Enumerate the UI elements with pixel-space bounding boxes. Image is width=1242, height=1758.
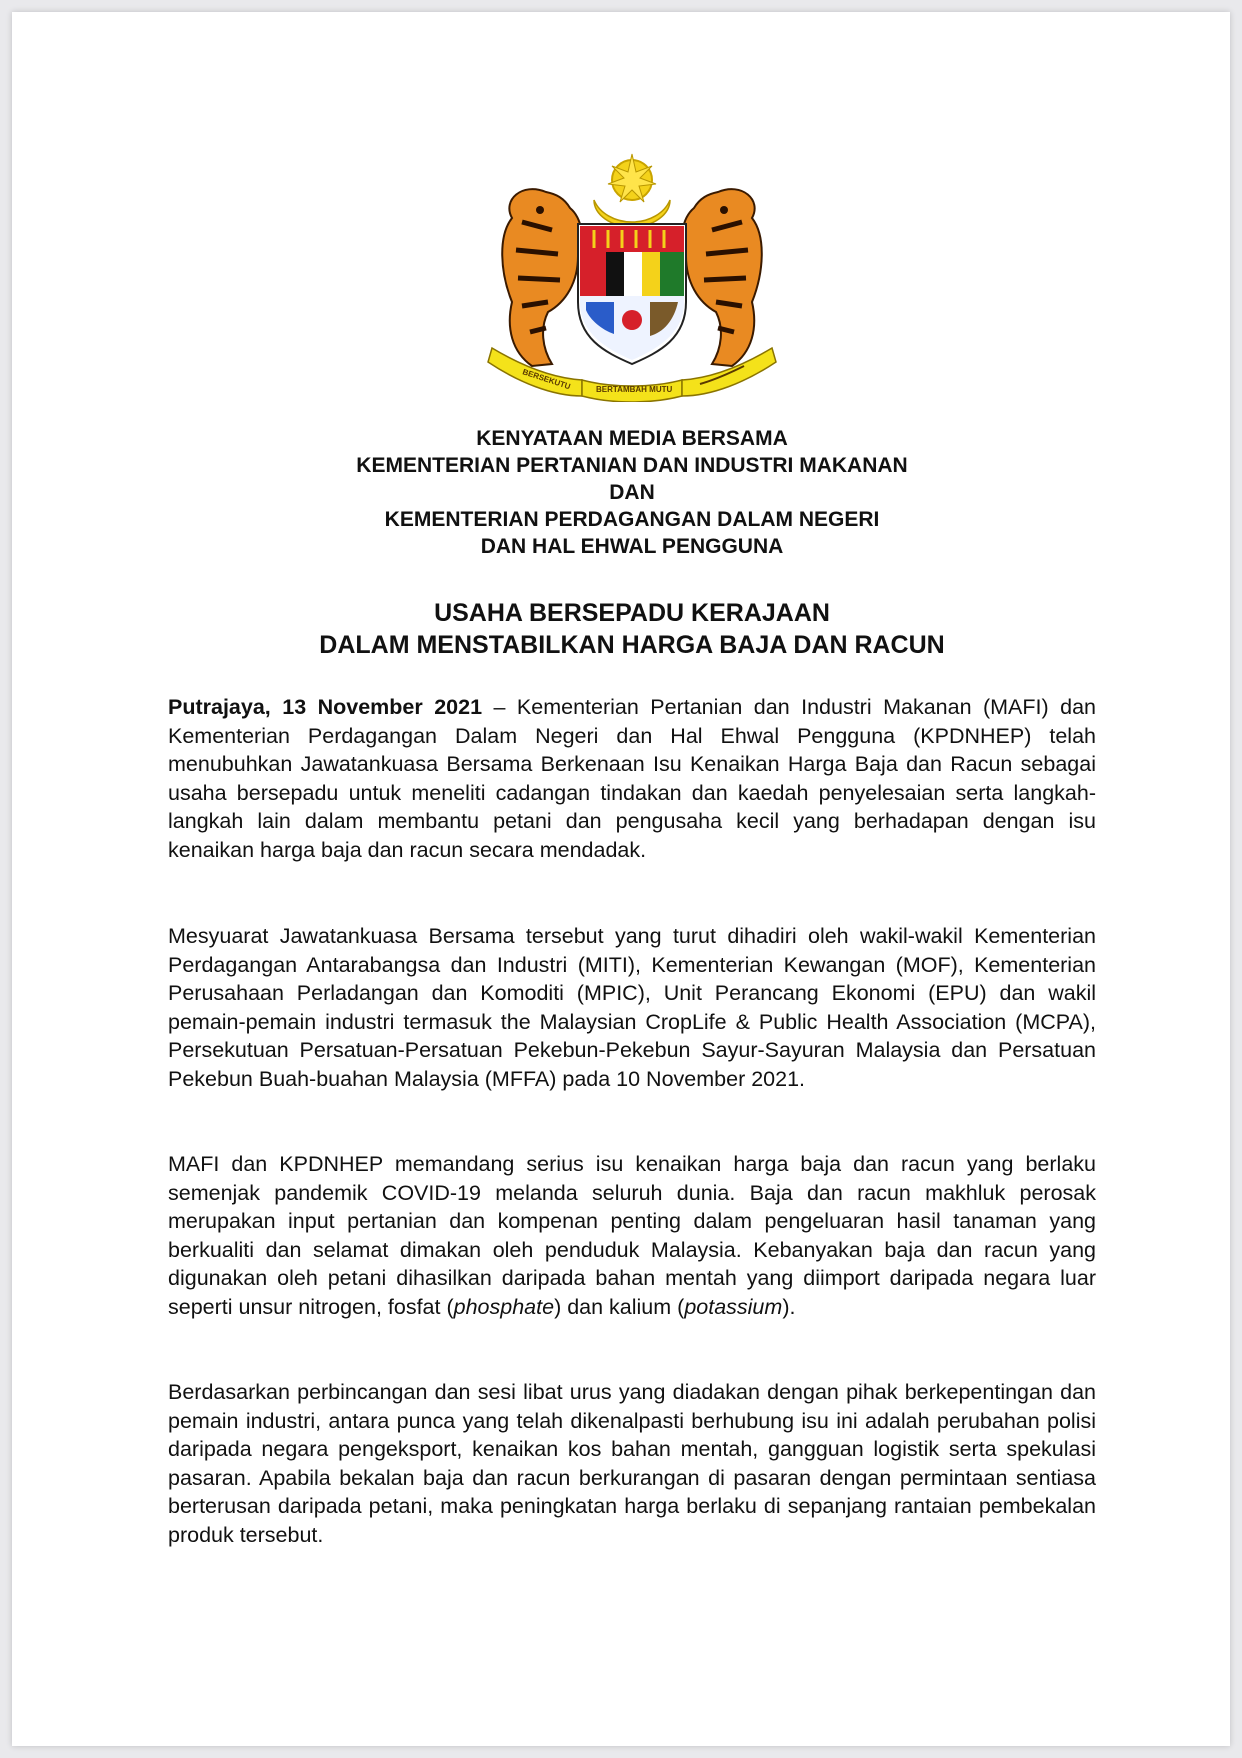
paragraph-1-text: – Kementerian Pertanian dan Industri Makanan (MAFI) dan Kementerian Perdagangan Dalam Negeri dan Hal Ehwal Pengguna (KPDNHEP) telah menubuhkan Jawatankuasa Bersama Berkenaan Isu Kenaikan Harga Baja dan Racun sebagai usaha bersepadu untuk meneliti cadangan tindakan dan kaedah penyelesaian serta langkah-langkah lain dalam membantu petani dan pengusaha kecil yang berhadapan dengan isu kenaikan harga baja dan racun secara mendadak. xyxy=(168,695,1096,862)
header-line: DAN xyxy=(609,481,655,504)
header-line: DAN HAL EHWAL PENGGUNA xyxy=(480,535,784,558)
motto-center-label: BERTAMBAH MUTU xyxy=(596,385,673,394)
paragraph-4: Berdasarkan perbincangan dan sesi libat urus yang diadakan dengan pihak berkepentingan dan pemain industri, antara punca yang telah dikenalpasti berhubung isu ini adalah perubahan polisi daripada negara pengeksport, kenaikan kos bahan mentah, gangguan logistik serta spekulasi pasaran. Apabila bekalan baja dan racun berkurangan di pasaran dengan permintaan sentiasa berterusan daripada petani, maka peningkatan harga berlaku di sepanjang rantaian pembekalan produk tersebut. xyxy=(168,1380,1096,1547)
paragraph-2: Mesyuarat Jawatankuasa Bersama tersebut yang turut dihadiri oleh wakil-wakil Kementerian Perdagangan Antarabangsa dan Industri (MITI), Kementerian Kewangan (MOF), Kementerian Perusahaan Perladangan dan Komoditi (MPIC), Unit Perancang Ekonomi (EPU) dan wakil pemain-pemain industri termasuk the Malaysian CropLife & Public Health Association (MCPA), Persekutuan Persatuan-Persatuan Pekebun-Pekebun Sayur-Sayuran Malaysia dan Persatuan Pekebun Buah-buahan Malaysia (MFFA) pada 10 November 2021. xyxy=(168,924,1096,1091)
phosphate-term: phosphate xyxy=(453,1294,555,1319)
crescent-icon xyxy=(594,200,670,227)
shield-icon xyxy=(578,224,686,364)
media-statement-header xyxy=(152,425,1112,560)
title-line: USAHA BERSEPADU KERAJAAN xyxy=(434,599,830,627)
title-line: DALAM MENSTABILKAN HARGA BAJA DAN RACUN xyxy=(319,631,945,659)
statement-title xyxy=(152,597,1112,661)
federal-star-icon xyxy=(608,154,656,202)
left-tiger-icon xyxy=(502,189,582,366)
right-tiger-icon xyxy=(682,189,762,366)
potassium-term: potassium xyxy=(684,1294,783,1319)
paragraph-3-text: ) dan kalium ( xyxy=(554,1294,685,1319)
dateline: Putrajaya, 13 November 2021 xyxy=(168,695,483,719)
header-line: KEMENTERIAN PERDAGANGAN DALAM NEGERI xyxy=(384,508,880,531)
paragraph-3 xyxy=(168,1150,1096,1322)
paragraph-1 xyxy=(168,693,1096,865)
header-line: KEMENTERIAN PERTANIAN DAN INDUSTRI MAKANAN xyxy=(356,454,908,477)
malaysia-coat-of-arms-emblem xyxy=(482,152,782,402)
paragraph-3-text: MAFI dan KPDNHEP memandang serius isu kenaikan harga baja dan racun yang berlaku semenjak pandemik COVID-19 melanda seluruh dunia. Baja dan racun makhluk perosak merupakan input pertanian dan kompenan penting dalam pengeluaran hasil tanaman yang berkualiti dan selamat dimakan oleh penduduk Malaysia. Kebanyakan baja dan racun yang digunakan oleh petani dihasilkan daripada bahan mentah yang diimport daripada negara luar seperti unsur nitrogen, fosfat ( xyxy=(168,1152,1096,1319)
motto-left-label: BERSEKUTU xyxy=(521,367,572,392)
paragraph-3-text: ). xyxy=(782,1294,796,1319)
document-page xyxy=(12,12,1230,1746)
header-line: KENYATAAN MEDIA BERSAMA xyxy=(476,427,788,450)
